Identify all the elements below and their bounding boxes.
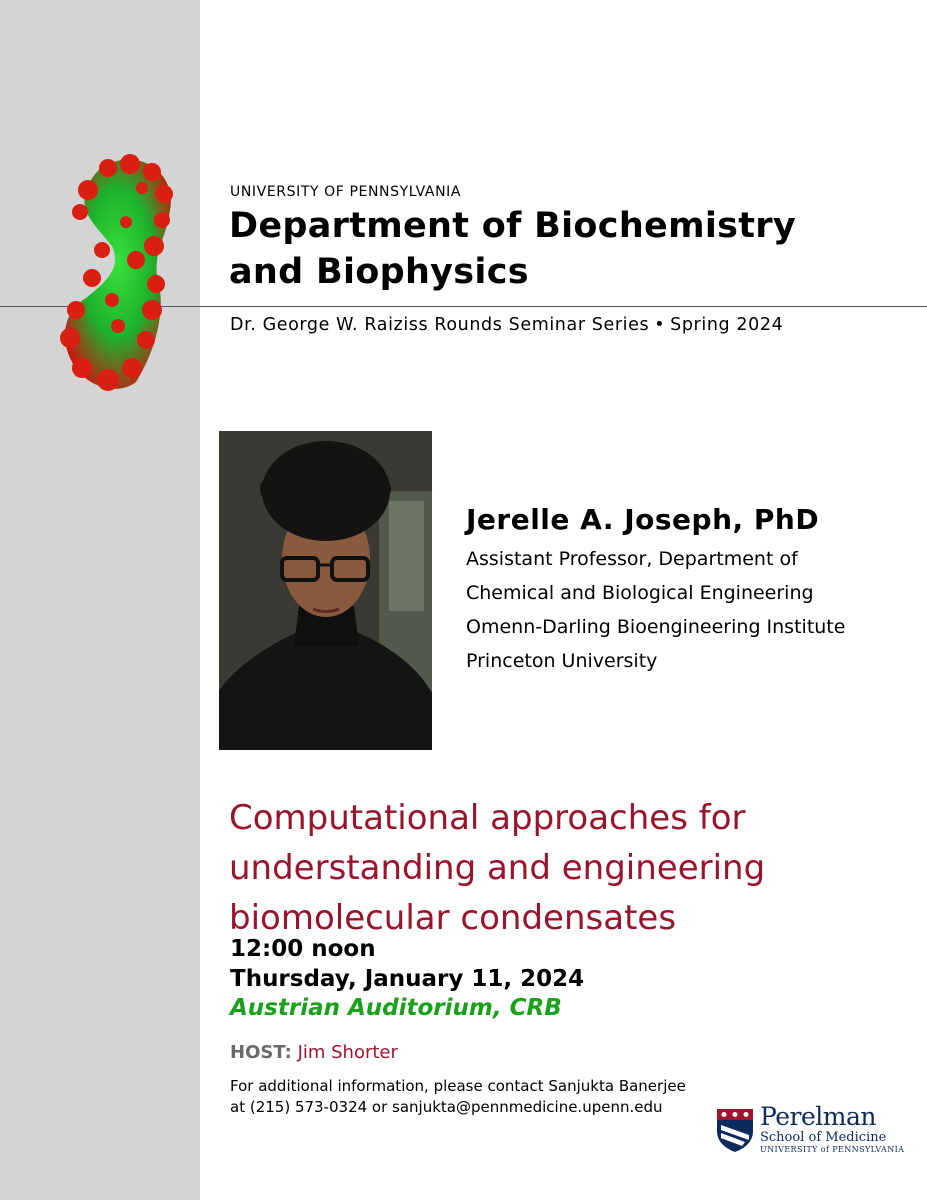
talk-title-line: understanding and engineering	[229, 848, 766, 888]
department-name	[229, 203, 796, 295]
perelman-logo	[715, 1102, 905, 1155]
speaker-info	[466, 503, 845, 678]
protein-structure-image	[52, 150, 202, 400]
series-separator: •	[654, 315, 666, 335]
affiliation-line: Chemical and Biological Engineering	[466, 582, 814, 604]
contact-line-2: at (215) 573-0324 or sanjukta@pennmedicine.upenn.edu	[230, 1098, 663, 1116]
series-term: Spring 2024	[670, 315, 784, 335]
talk-title	[229, 793, 765, 943]
talk-date: Thursday, January 11, 2024	[230, 966, 585, 992]
logo-school: School of Medicine	[760, 1130, 887, 1145]
talk-title-line: Computational approaches for	[229, 798, 746, 838]
affiliation-line: Princeton University	[466, 650, 658, 672]
affiliation-line: Assistant Professor, Department of	[466, 548, 798, 570]
series-name: Dr. George W. Raiziss Rounds Seminar Series	[230, 315, 650, 335]
talk-title-line: biomolecular condensates	[229, 898, 677, 938]
talk-time: 12:00 noon	[230, 936, 376, 962]
university-name: UNIVERSITY OF PENNSYLVANIA	[230, 184, 462, 200]
department-line-1: Department of Biochemistry	[229, 206, 796, 246]
talk-location: Austrian Auditorium, CRB	[230, 995, 562, 1021]
host-line	[230, 1042, 398, 1063]
contact-line-1: For additional information, please contact Sanjukta Banerjee	[230, 1077, 686, 1095]
logo-wordmark: Perelman	[760, 1102, 876, 1131]
contact-info	[230, 1076, 686, 1118]
affiliation-line: Omenn-Darling Bioengineering Institute	[466, 616, 846, 638]
speaker-portrait	[219, 431, 432, 750]
department-line-2: and Biophysics	[229, 252, 529, 292]
seminar-series	[230, 315, 783, 335]
speaker-name: Jerelle A. Joseph, PhD	[466, 503, 820, 536]
penn-shield-icon	[715, 1107, 755, 1153]
logo-university: UNIVERSITY of PENNSYLVANIA	[760, 1145, 905, 1154]
host-label: HOST:	[230, 1042, 292, 1063]
host-name: Jim Shorter	[297, 1042, 398, 1063]
